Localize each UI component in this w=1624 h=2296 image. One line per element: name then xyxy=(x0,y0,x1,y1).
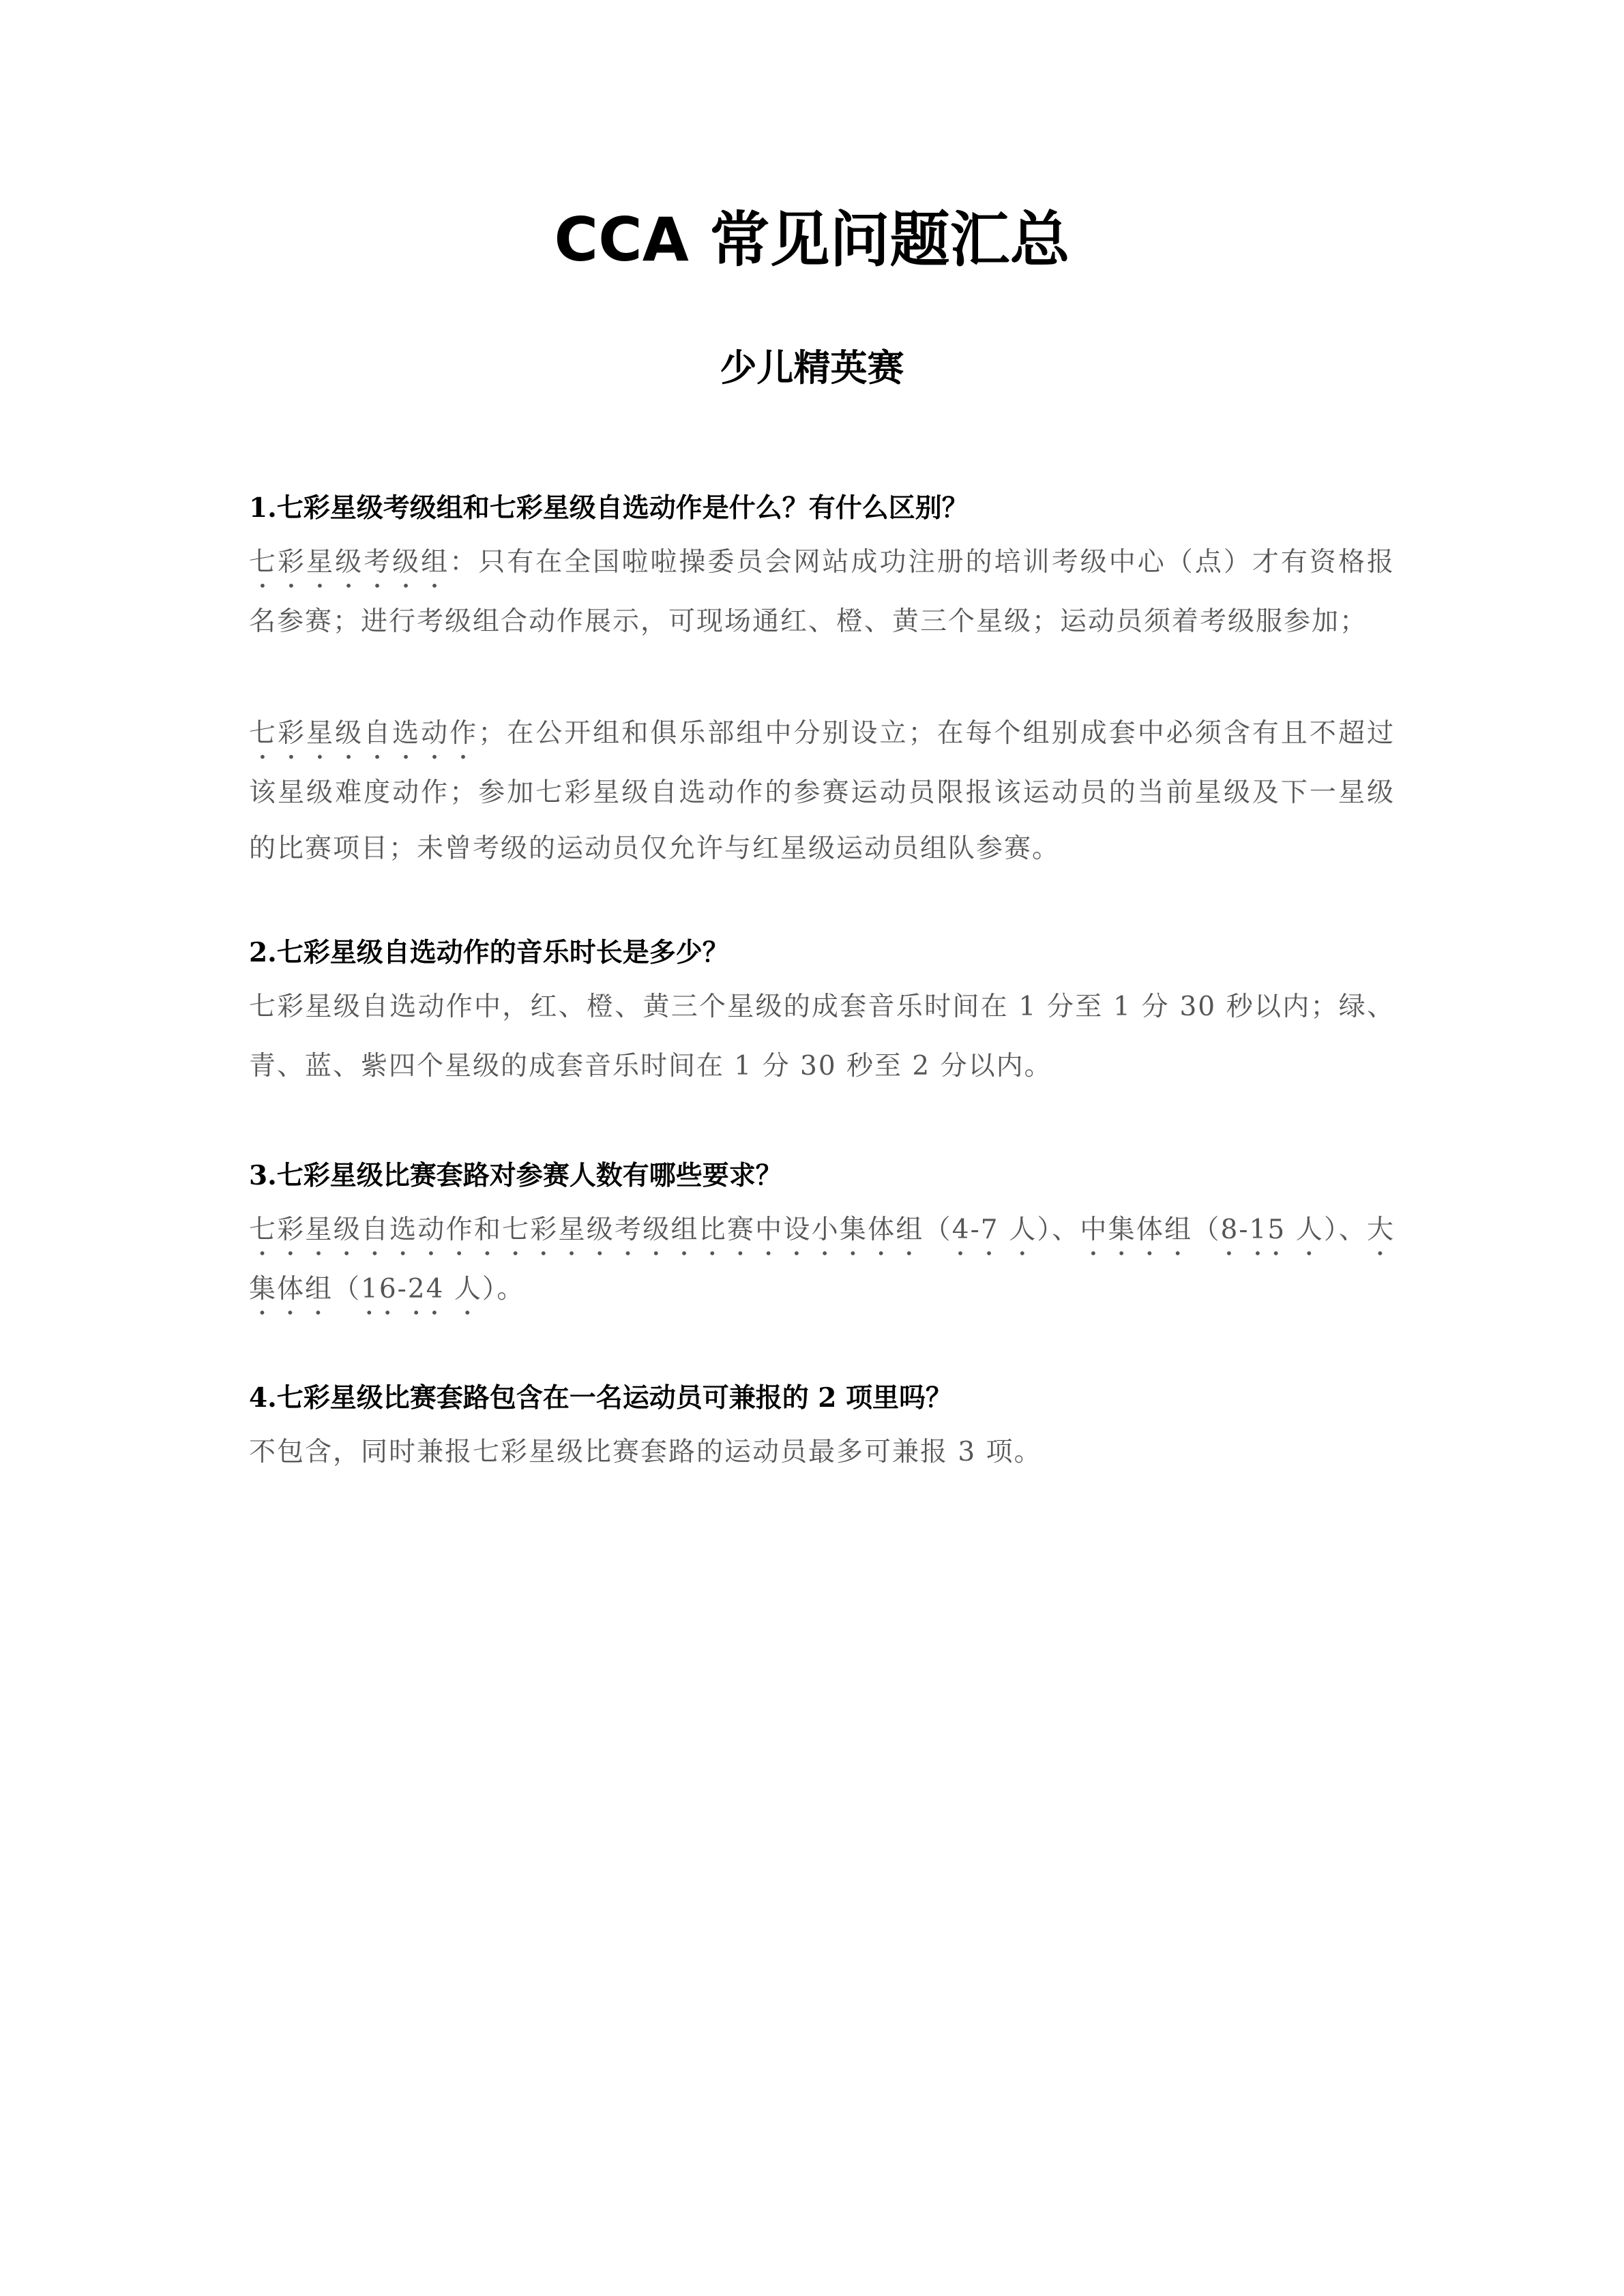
faq-answer xyxy=(249,1425,1395,1484)
page-title: CCA 常见问题汇总 xyxy=(554,205,1070,275)
answer-text: 不包含，同时兼报七彩星级比赛套路的运动员最多可兼报 3 项。 xyxy=(249,1437,1042,1467)
answer-term: 七彩星级自选动作 xyxy=(249,718,479,749)
faq-answer xyxy=(249,1202,1395,1321)
answer-text: ；在公开组和俱乐部组中分别设立；在每个组别成套中必须含有且不超过该星级难度动作；参加七彩星级自选动作的参赛运动员限报该运动员的当前星级及下一星级的比赛项目；未曾考级的运动员仅允许与红星级运动员组队参赛。 xyxy=(249,718,1395,864)
page-subtitle: 少儿精英赛 xyxy=(720,346,904,389)
faq-answer xyxy=(249,706,1395,877)
faq-item-2 xyxy=(249,934,1395,1094)
faq-question: 4.七彩星级比赛套路包含在一名运动员可兼报的 2 项里吗？ xyxy=(249,1382,953,1414)
answer-text: 七彩星级自选动作中，红、橙、黄三个星级的成套音乐时间在 1 分至 1 分 30 秒以内；绿、青、蓝、紫四个星级的成套音乐时间在 1 分 30 秒至 2 分以内。 xyxy=(249,992,1395,1082)
faq-question: 2.七彩星级自选动作的音乐时长是多少？ xyxy=(249,937,729,968)
faq-question: 3.七彩星级比赛套路对参赛人数有哪些要求？ xyxy=(249,1160,782,1191)
faq-answer xyxy=(249,979,1395,1094)
faq-item-1 xyxy=(249,490,1395,877)
faq-item-4 xyxy=(249,1380,1395,1484)
answer-text: ：只有在全国啦啦操委员会网站成功注册的培训考级中心（点）才有资格报名参赛；进行考级组合动作展示，可现场通红、橙、黄三个星级；运动员须着考级服参加； xyxy=(249,547,1395,637)
faq-answer xyxy=(249,535,1395,650)
answer-term: 七彩星级考级组 xyxy=(249,547,450,578)
faq-question: 1.七彩星级考级组和七彩星级自选动作是什么？有什么区别？ xyxy=(249,492,969,524)
faq-item-3 xyxy=(249,1157,1395,1321)
answer-term: 七彩星级自选动作和七彩星级考级组比赛中设小集体组（4-7 人）、中集体组（8-15 人）、大集体组（16-24 人） xyxy=(249,1214,1395,1304)
answer-text: 。 xyxy=(497,1274,525,1304)
